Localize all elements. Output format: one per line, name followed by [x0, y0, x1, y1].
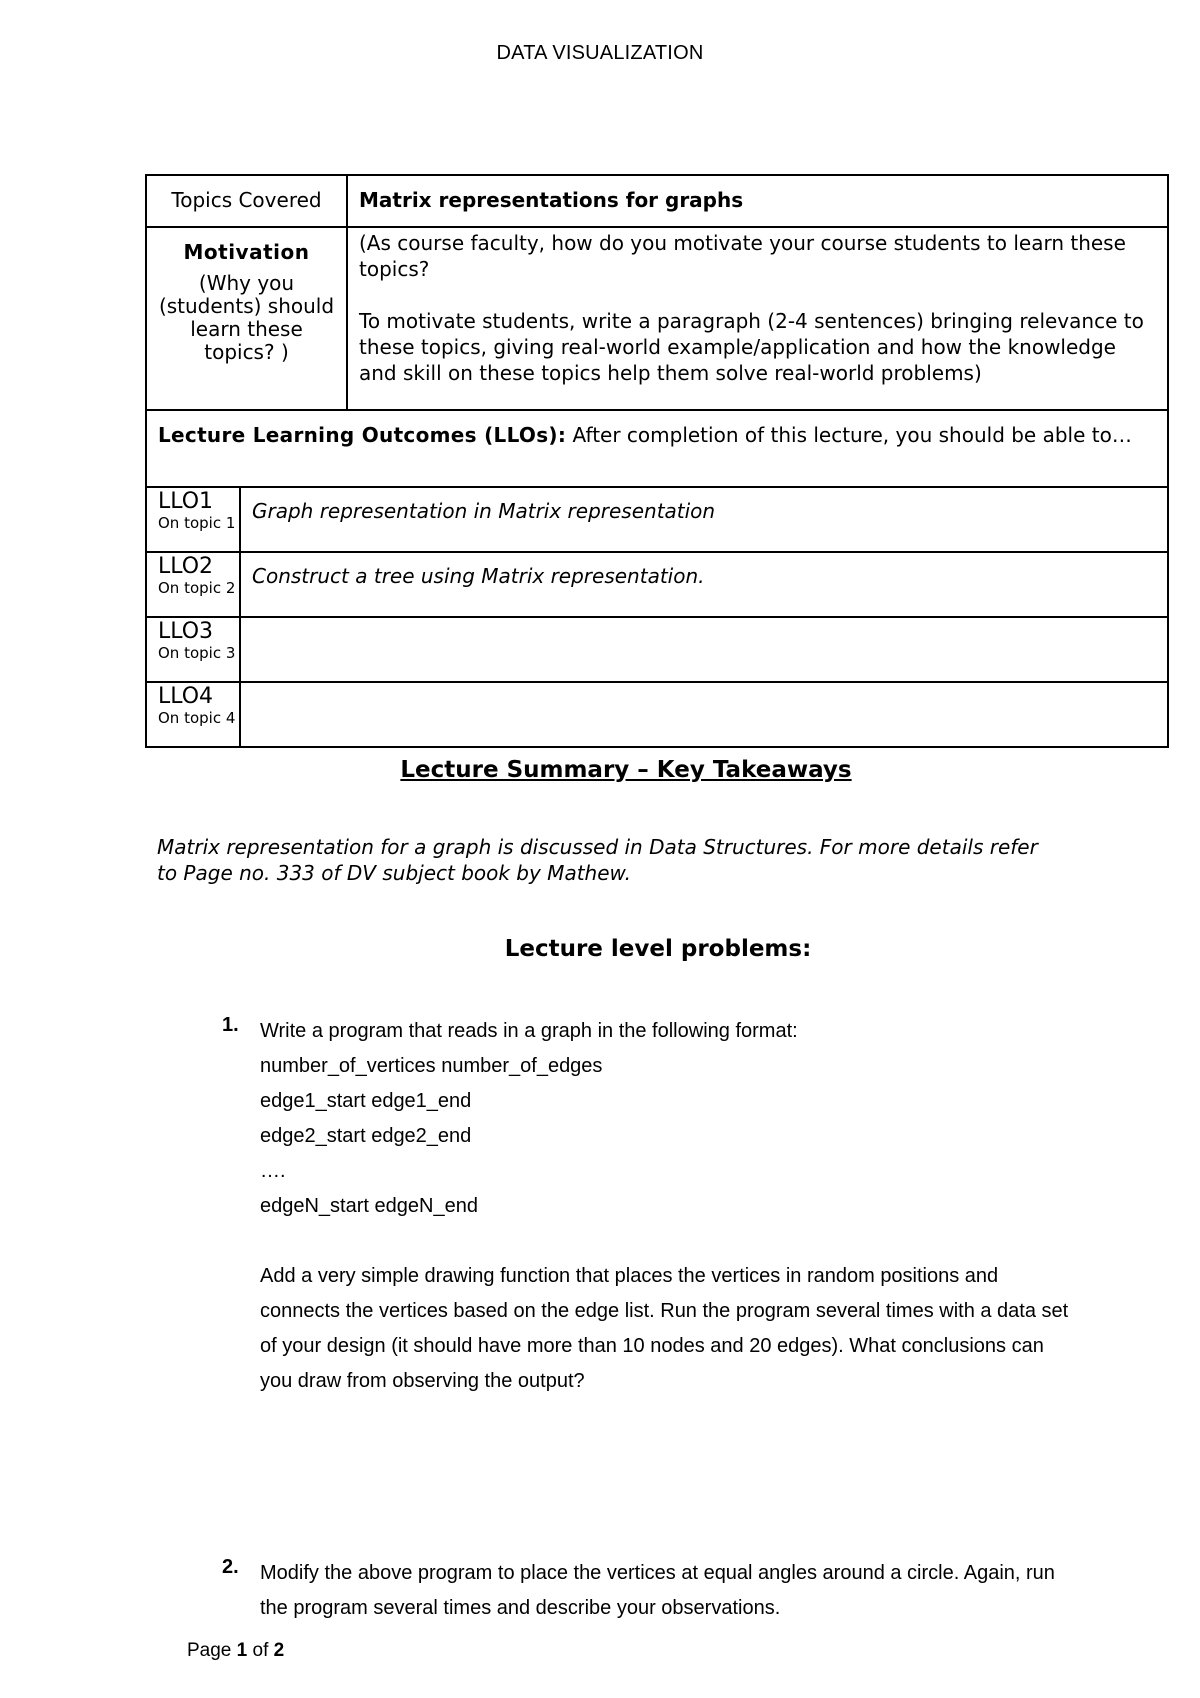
llo-text: [240, 682, 1168, 747]
llo-row: [146, 552, 1168, 617]
page-word: Page: [187, 1640, 232, 1661]
llo-id-cell: [146, 552, 240, 617]
topics-covered-value: Matrix representations for graphs: [347, 175, 1168, 227]
llo-topic: On topic 3: [158, 644, 236, 662]
motivation-cell: [146, 227, 347, 410]
llo-id-cell: [146, 682, 240, 747]
motivation-text-cell: [347, 227, 1168, 410]
motivation-text-1: (As course faculty, how do you motivate your course students to learn these topics?: [359, 231, 1126, 281]
topics-covered-label: Topics Covered: [146, 175, 347, 227]
llo-id: LLO1: [158, 489, 214, 514]
format-line: edge2_start edge2_end: [260, 1125, 472, 1147]
llo-heading-text: After completion of this lecture, you should be able to…: [566, 423, 1132, 447]
problem-number: 1.: [222, 1014, 239, 1036]
summary-title: Lecture Summary – Key Takeaways: [400, 757, 852, 783]
format-line: ….: [260, 1160, 286, 1182]
problem-number: 2.: [222, 1556, 239, 1578]
llo-text: Graph representation in Matrix representation: [240, 487, 1168, 552]
lesson-plan-table: [145, 174, 1169, 748]
llo-row: [146, 617, 1168, 682]
page-header: DATA VISUALIZATION: [496, 42, 704, 64]
of-word: of: [252, 1640, 269, 1661]
topics-row: [146, 175, 1168, 227]
llo-id-cell: [146, 617, 240, 682]
llo-id: LLO2: [158, 554, 214, 579]
llo-heading-cell: [146, 410, 1168, 487]
llo-id: LLO3: [158, 619, 214, 644]
problem-text: Modify the above program to place the vertices at equal angles around a circle. Again, run the program several times and describe your observations.: [260, 1562, 1055, 1619]
motivation-title: Motivation: [183, 240, 310, 264]
motivation-subtitle: (Why you (students) should learn these topics? ): [158, 271, 335, 364]
llo-topic: On topic 1: [158, 514, 236, 532]
llo-heading-row: [146, 410, 1168, 487]
llo-text: Construct a tree using Matrix representation.: [240, 552, 1168, 617]
llo-topic: On topic 4: [158, 709, 236, 727]
llo-text: [240, 617, 1168, 682]
problem-body: [260, 1014, 1070, 1399]
summary-text: Matrix representation for a graph is discussed in Data Structures. For more details refer to Page no. 333 of DV subject book by Mathew.: [157, 835, 1038, 885]
llo-heading-bold: Lecture Learning Outcomes (LLOs):: [158, 423, 567, 447]
page-total: 2: [273, 1640, 285, 1661]
llo-topic: On topic 2: [158, 579, 236, 597]
problem-intro: Write a program that reads in a graph in the following format:: [260, 1020, 798, 1042]
llo-id-cell: [146, 487, 240, 552]
format-line: edgeN_start edgeN_end: [260, 1195, 478, 1217]
format-line: edge1_start edge1_end: [260, 1090, 472, 1112]
llo-row: [146, 487, 1168, 552]
llo-id: LLO4: [158, 684, 214, 709]
format-line: number_of_vertices number_of_edges: [260, 1055, 603, 1077]
page-number: 1: [236, 1640, 248, 1661]
problems-title: Lecture level problems:: [504, 936, 812, 962]
motivation-text-2: To motivate students, write a paragraph (2-4 sentences) bringing relevance to these topics, giving real-world example/application and how the knowledge and skill on these topics help them solve real-world problems): [359, 309, 1144, 385]
problem-body: [260, 1556, 1070, 1626]
page-footer: [187, 1640, 284, 1662]
motivation-row: [146, 227, 1168, 410]
problem-paragraph: Add a very simple drawing function that places the vertices in random positions and connects the vertices based on the edge list. Run the program several times with a data set of your design (it should have more than 10 nodes and 20 edges). What conclusions can you draw from observing the output?: [260, 1265, 1069, 1392]
llo-row: [146, 682, 1168, 747]
